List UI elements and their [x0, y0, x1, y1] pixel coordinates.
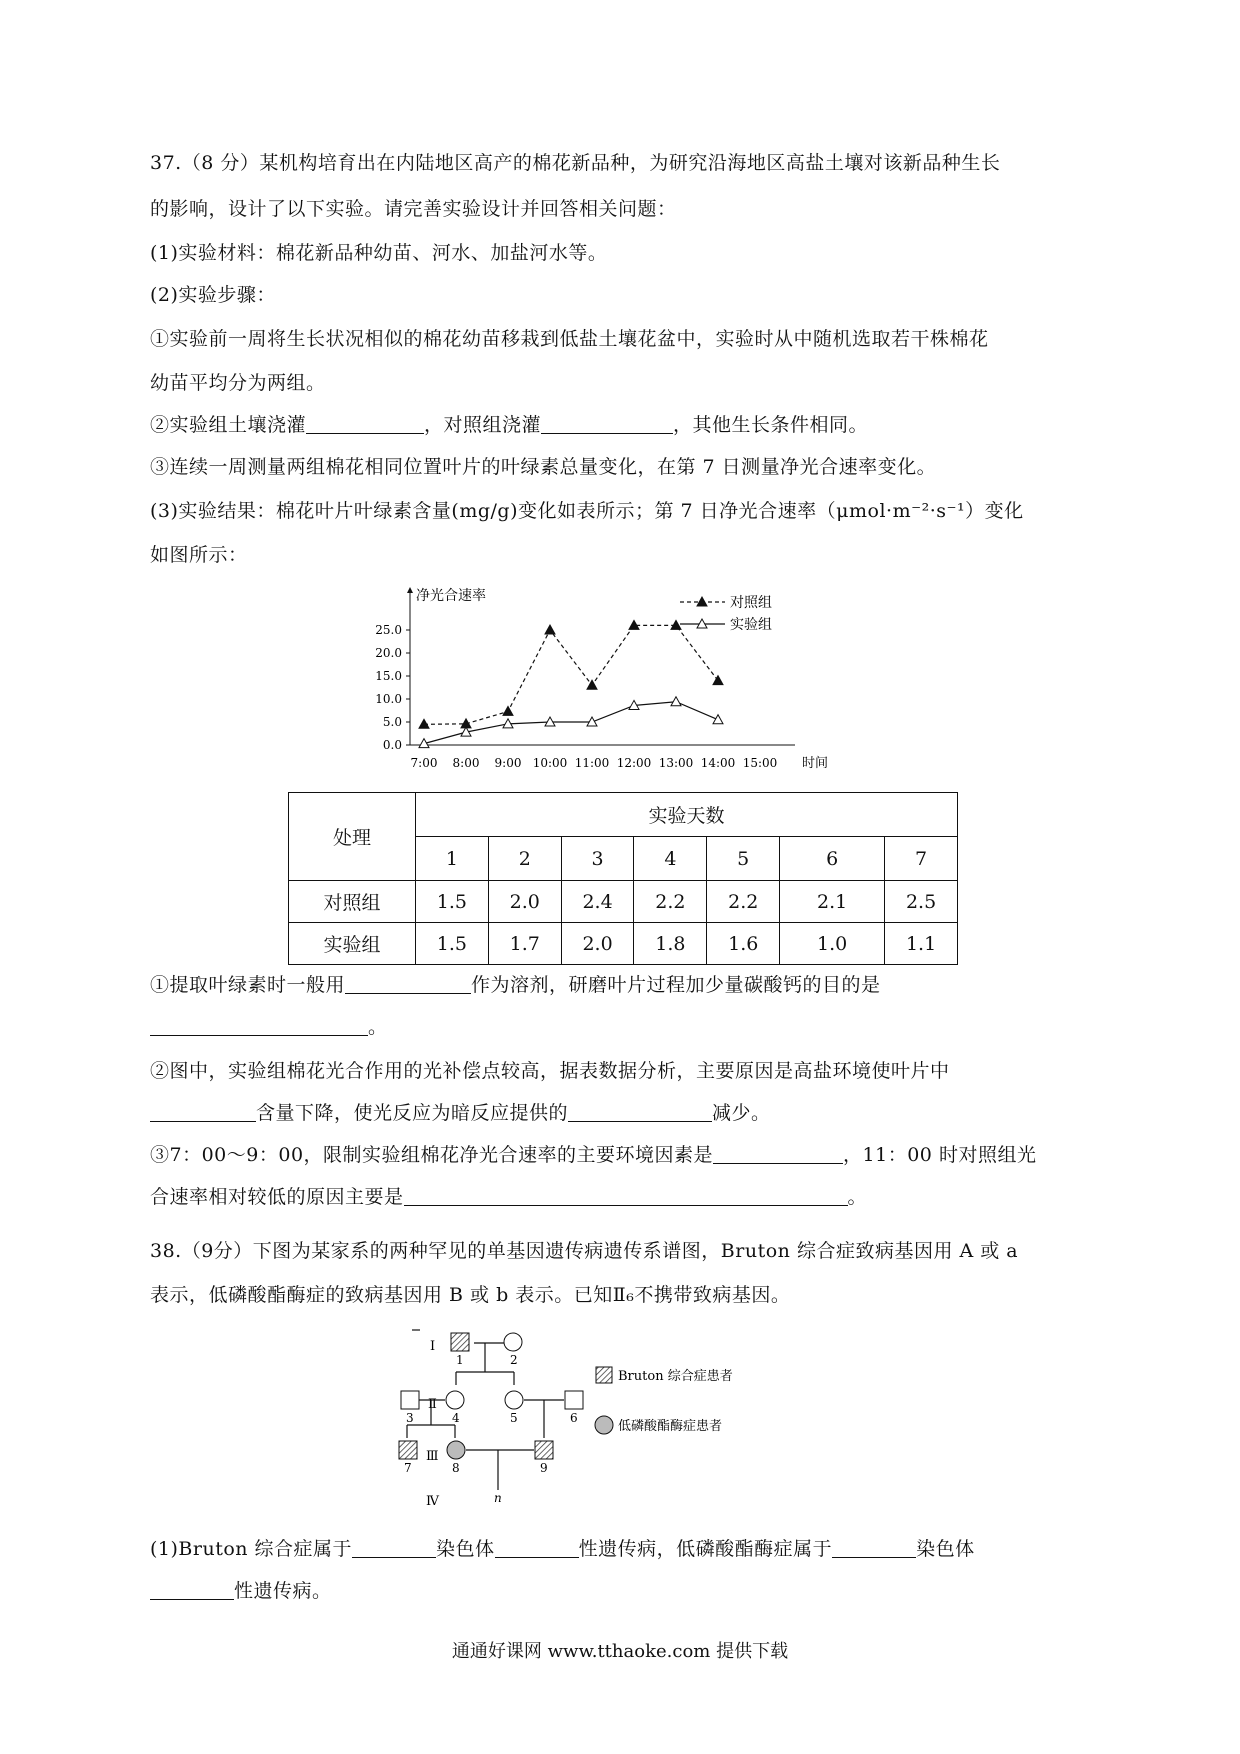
answer-blank[interactable]: [352, 1536, 436, 1558]
q37-sub1-line1: [150, 970, 881, 997]
answer-blank[interactable]: [568, 1100, 712, 1122]
q37-sub3-text-d: 。: [847, 1186, 868, 1208]
q38-sub1-line1: [150, 1534, 975, 1561]
table-cell: 1.5: [416, 923, 489, 965]
table-cell: 1.5: [416, 881, 489, 923]
q37-step2: [150, 410, 868, 437]
q37-sub3-text-a: ③7：00～9：00，限制实验组棉花净光合速率的主要环境因素是: [150, 1144, 714, 1166]
q38-sub1-line2: [150, 1576, 332, 1603]
day-header: 6: [780, 837, 885, 881]
x-tick-label: 10:00: [532, 756, 568, 770]
pedigree-chart: [404, 1330, 840, 1510]
q37-step1-line1: ①实验前一周将生长状况相似的棉花幼苗移栽到低盐土壤花盆中，实验时从中随机选取若干株棉花: [150, 328, 989, 350]
table-cell: 2.1: [780, 881, 885, 923]
y-axis-label: 净光合速率: [416, 588, 486, 604]
table-cell: 1.8: [634, 923, 707, 965]
x-tick-label: 12:00: [616, 756, 652, 770]
q37-sub3-text-b: ，11：00 时对照组光: [843, 1144, 1037, 1166]
generation-label: Ⅲ: [426, 1449, 439, 1464]
x-tick-label: 14:00: [700, 756, 736, 770]
individual-label: 4: [452, 1411, 460, 1425]
y-tick-label: 25.0: [375, 623, 402, 637]
table-cell: 2.2: [634, 881, 707, 923]
row-label: 对照组: [289, 881, 416, 923]
individual-9-affected-male: [535, 1441, 553, 1459]
table-row-control: [289, 881, 958, 923]
individual-label: 3: [406, 1411, 414, 1425]
q37-sub1-text-a: ①提取叶绿素时一般用: [150, 974, 346, 996]
x-tick-label: 8:00: [452, 756, 480, 770]
legend-bruton-label: Bruton 综合症患者: [618, 1369, 733, 1384]
q37-sub1-text-b: 作为溶剂，研磨叶片过程加少量碳酸钙的目的是: [471, 974, 881, 996]
table-cell: 2.5: [885, 881, 958, 923]
answer-blank[interactable]: [404, 1184, 848, 1206]
table-cell: 1.7: [488, 923, 561, 965]
q37-sub3-text-c: 合速率相对较低的原因主要是: [150, 1186, 404, 1208]
q37-line-2: 的影响，设计了以下实验。请完善实验设计并回答相关问题：: [150, 198, 677, 220]
individual-label: 2: [510, 1353, 518, 1367]
q37-steps-heading: (2)实验步骤：: [150, 284, 276, 306]
net-photosynthesis-chart: [375, 580, 860, 775]
q37-sub2-line1: ②图中，实验组棉花光合作用的光补偿点较高，据表数据分析，主要原因是高盐环境使叶片中: [150, 1060, 950, 1082]
legend-hypophosphatasia-symbol: [595, 1416, 613, 1434]
q37-result-line1: (3)实验结果：棉花叶片叶绿素含量(mg/g)变化如表所示；第 7 日净光合速率（μmol·m⁻²·s⁻¹）变化: [150, 500, 1024, 522]
table-cell: 1.1: [885, 923, 958, 965]
q38-intro-line2: 表示，低磷酸酯酶症的致病基因用 B 或 b 表示。已知Ⅱ₆不携带致病基因。: [150, 1284, 791, 1306]
individual-6-male: [565, 1391, 583, 1409]
treatment-header: 处理: [289, 793, 416, 881]
q38-sub1-text-a: (1)Bruton 综合症属于: [150, 1538, 353, 1560]
table-row-experiment: [289, 923, 958, 965]
q37-result-line2: 如图所示：: [150, 544, 248, 566]
individual-label: 8: [452, 1461, 460, 1475]
individual-label: n: [494, 1491, 502, 1505]
answer-blank[interactable]: [150, 1578, 234, 1600]
legend-label: 实验组: [730, 617, 772, 633]
individual-label: 1: [456, 1353, 464, 1367]
answer-blank[interactable]: [541, 412, 673, 434]
q37-materials: (1)实验材料：棉花新品种幼苗、河水、加盐河水等。: [150, 242, 608, 264]
x-axis-label: 时间: [802, 756, 829, 771]
x-tick-label: 11:00: [574, 756, 610, 770]
data-point: [545, 625, 555, 634]
day-header: 7: [885, 837, 958, 881]
x-tick-label: 15:00: [742, 756, 778, 770]
y-tick-label: 10.0: [375, 692, 402, 706]
individual-label: 6: [570, 1411, 578, 1425]
table-cell: 2.4: [561, 881, 634, 923]
q37-sub2-text-b: 含量下降，使光反应为暗反应提供的: [256, 1102, 569, 1124]
q38-sub1-text-b: 染色体: [436, 1538, 495, 1560]
series-line-control: [424, 625, 718, 724]
table-cell: 1.0: [780, 923, 885, 965]
table-cell: 2.0: [488, 881, 561, 923]
individual-2-female: [504, 1333, 522, 1351]
answer-blank[interactable]: [150, 1100, 256, 1122]
individual-7-affected-male: [399, 1441, 417, 1459]
generation-label: Ⅱ: [428, 1397, 437, 1412]
generation-label: Ⅰ: [430, 1339, 436, 1354]
generation-label: Ⅳ: [426, 1494, 439, 1509]
day-header: 5: [707, 837, 780, 881]
q38-intro-line1: 38.（9分）下图为某家系的两种罕见的单基因遗传病遗传系谱图，Bruton 综合症致病基因用 A 或 a: [150, 1240, 1019, 1262]
day-header: 3: [561, 837, 634, 881]
individual-label: 9: [540, 1461, 548, 1475]
q38-sub1-text-c: 性遗传病，低磷酸酯酶症属于: [578, 1538, 833, 1560]
y-tick-label: 20.0: [375, 646, 402, 660]
individual-1-affected-male: [451, 1333, 469, 1351]
q37-line-1: 37.（8 分）某机构培育出在内陆地区高产的棉花新品种，为研究沿海地区高盐土壤对该新品种生长: [150, 152, 1001, 174]
row-label: 实验组: [289, 923, 416, 965]
table-cell: 2.2: [707, 881, 780, 923]
legend-marker: [697, 597, 707, 606]
individual-8-affected-female: [447, 1441, 465, 1459]
chlorophyll-table: [288, 792, 958, 965]
answer-blank[interactable]: [150, 1014, 368, 1036]
individual-label: 7: [404, 1461, 412, 1475]
q37-sub2-text-c: 减少。: [712, 1102, 771, 1124]
q37-step2-text-c: ，其他生长条件相同。: [673, 414, 869, 436]
legend-hypophosphatasia-label: 低磷酸酯酶症患者: [618, 1419, 723, 1434]
individual-4-female: [446, 1391, 464, 1409]
q37-step3: ③连续一周测量两组棉花相同位置叶片的叶绿素总量变化，在第 7 日测量净光合速率变化。: [150, 456, 937, 478]
data-point: [713, 676, 723, 685]
q37-sub3-line1: [150, 1140, 1036, 1167]
answer-blank[interactable]: [713, 1142, 843, 1164]
answer-blank[interactable]: [832, 1536, 916, 1558]
individual-3-male: [401, 1391, 419, 1409]
q38-sub1-text-d: 染色体: [916, 1538, 975, 1560]
table-cell: 1.6: [707, 923, 780, 965]
days-header: 实验天数: [416, 793, 958, 837]
q37-sub1-line2: [150, 1012, 388, 1039]
q37-step2-text-b: ，对照组浇灌: [424, 414, 542, 436]
y-tick-label: 15.0: [375, 669, 402, 683]
q37-sub3-line2: [150, 1182, 867, 1209]
data-point: [671, 697, 681, 706]
q37-sub1-text-c: 。: [368, 1016, 388, 1038]
table-cell: 2.0: [561, 923, 634, 965]
x-tick-label: 7:00: [410, 756, 438, 770]
y-tick-label: 0.0: [382, 738, 402, 752]
q37-sub2-line2: [150, 1098, 771, 1125]
data-point: [713, 715, 723, 724]
x-tick-label: 13:00: [658, 756, 694, 770]
x-tick-label: 9:00: [494, 756, 522, 770]
y-tick-label: 5.0: [382, 715, 402, 729]
q38-sub1-text-e: 性遗传病。: [234, 1580, 332, 1602]
day-header: 2: [488, 837, 561, 881]
data-point: [503, 706, 513, 715]
day-header: 1: [416, 837, 489, 881]
individual-5-female: [505, 1391, 523, 1409]
answer-blank[interactable]: [345, 972, 471, 994]
day-header: 4: [634, 837, 707, 881]
answer-blank[interactable]: [306, 412, 424, 434]
individual-label: 5: [510, 1411, 518, 1425]
q37-step1-line2: 幼苗平均分为两组。: [150, 372, 326, 394]
page-footer: 通通好课网 www.tthaoke.com 提供下载: [451, 1641, 789, 1662]
legend-bruton-symbol: [596, 1367, 612, 1383]
legend-label: 对照组: [730, 595, 772, 611]
q37-step2-text-a: ②实验组土壤浇灌: [150, 414, 307, 436]
answer-blank[interactable]: [495, 1536, 579, 1558]
